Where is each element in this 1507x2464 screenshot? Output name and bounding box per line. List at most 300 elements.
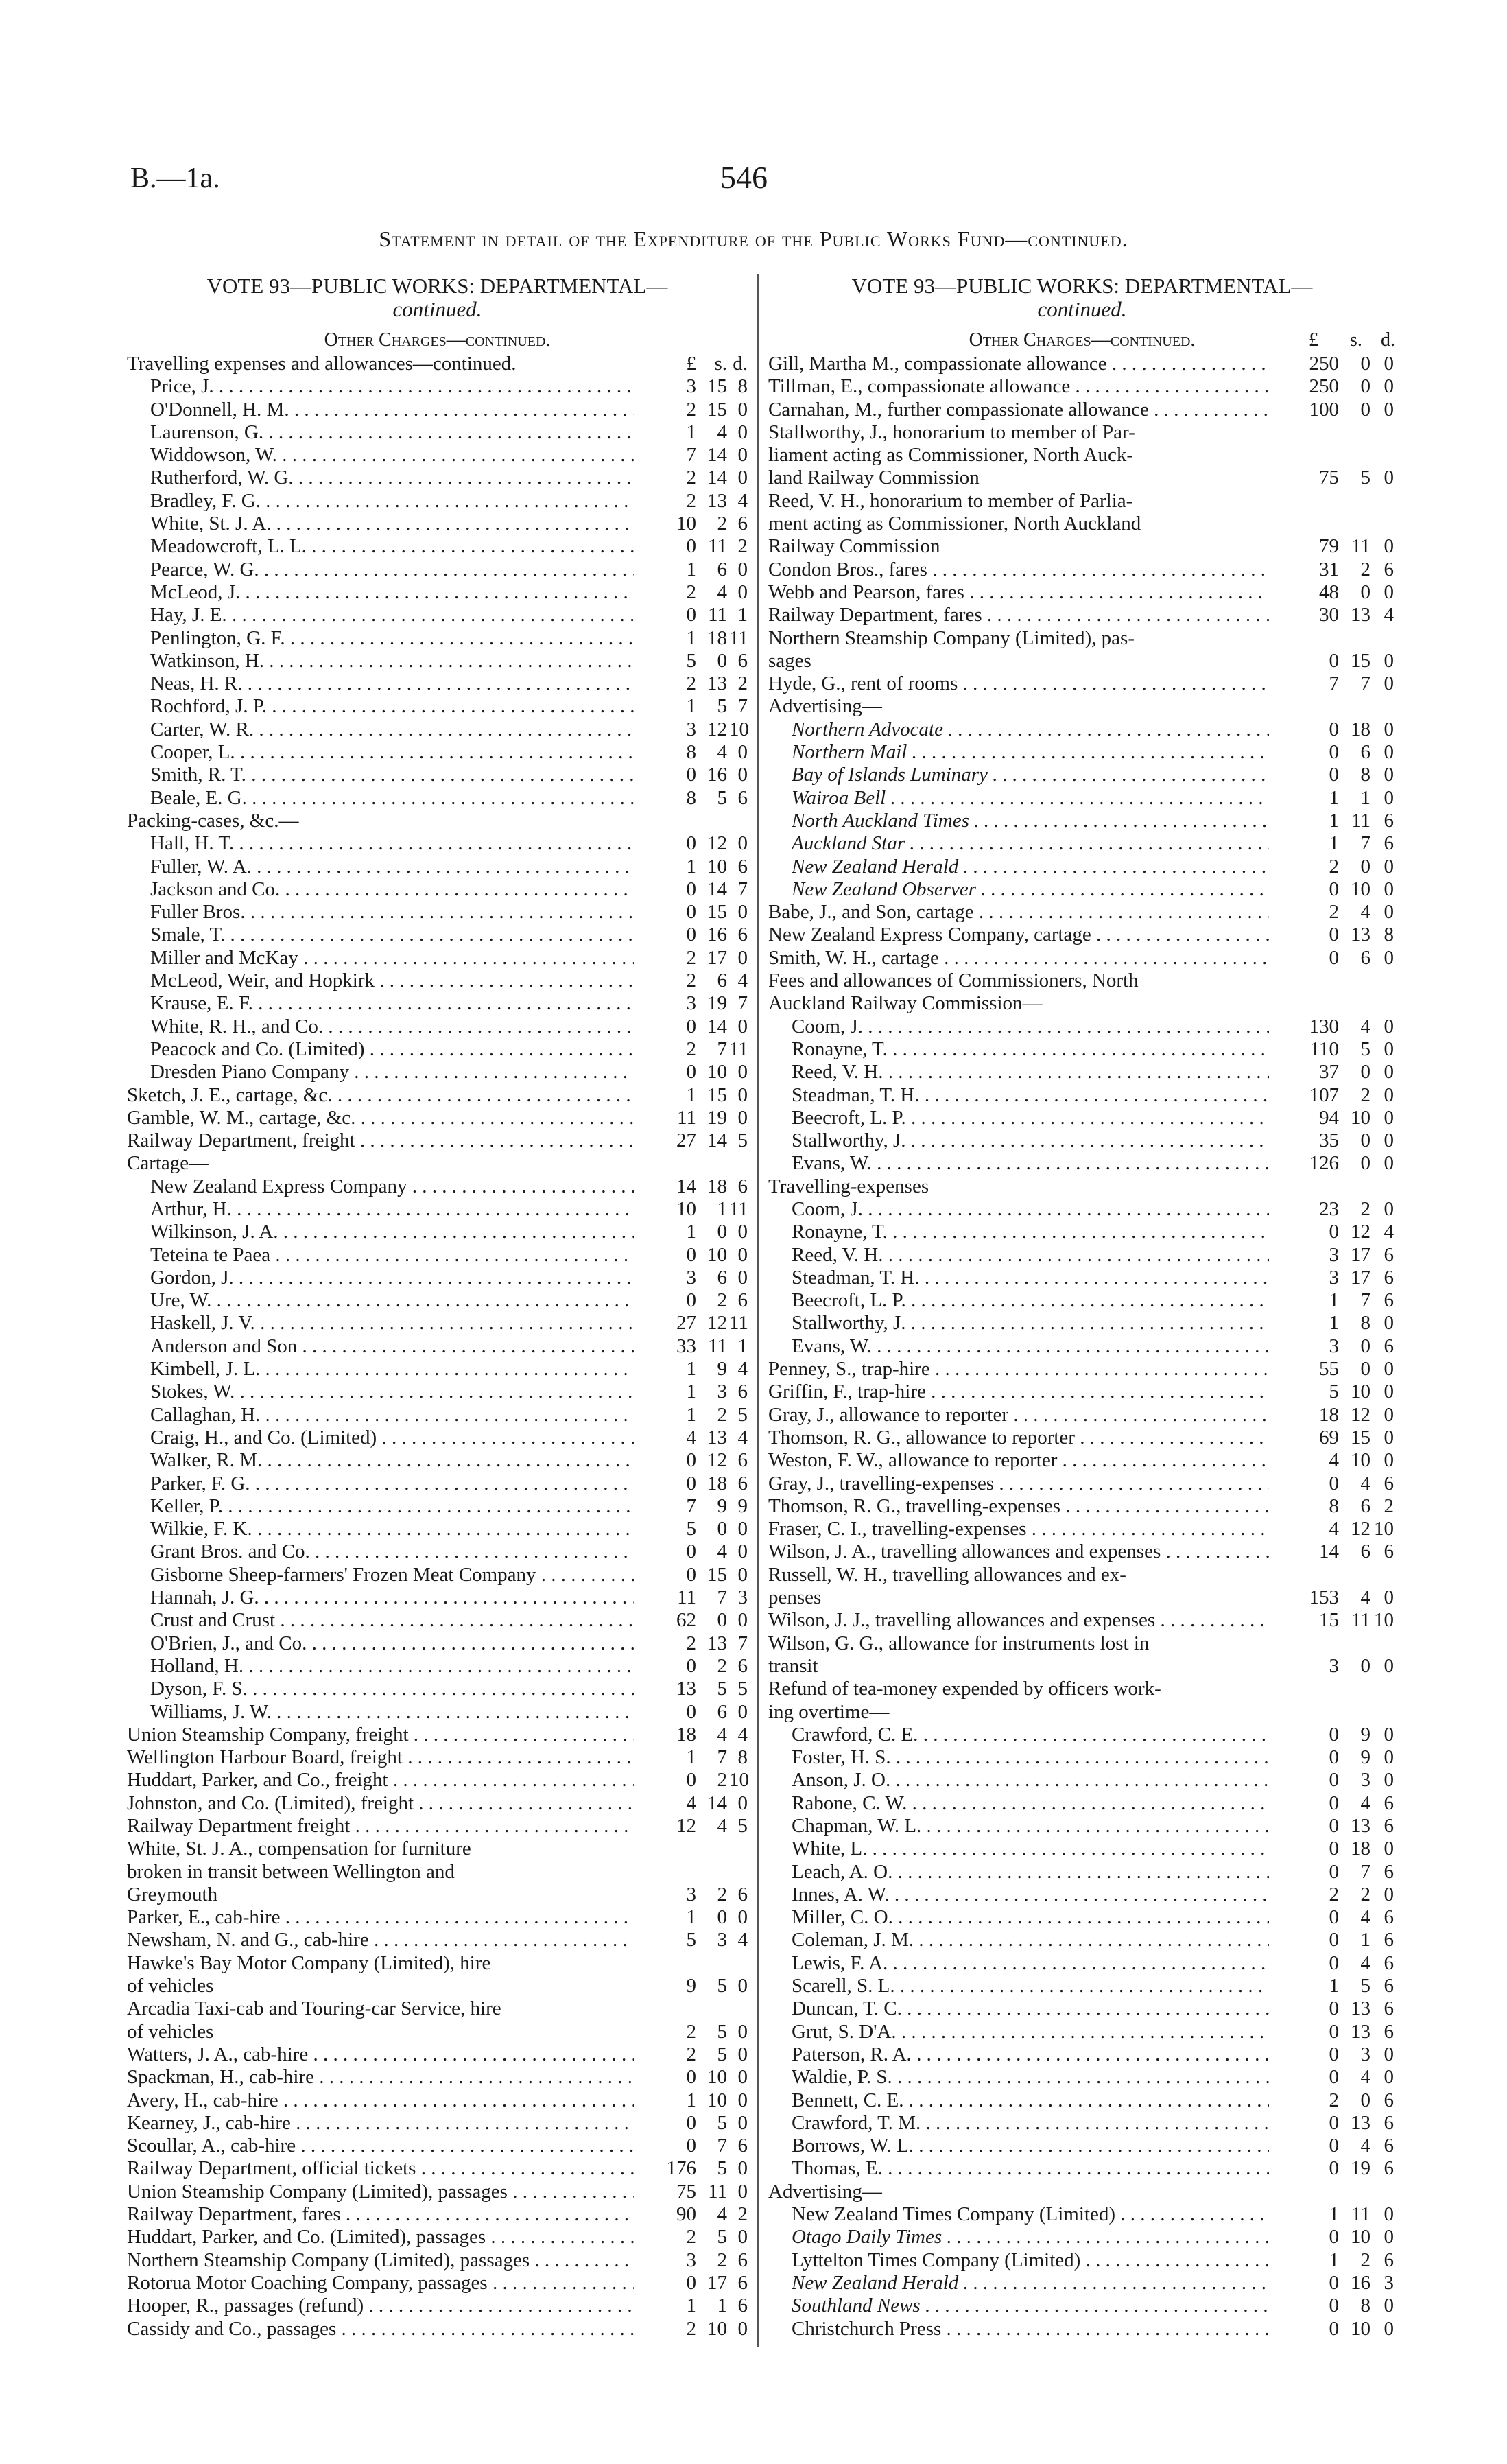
entry-row: [127, 1289, 748, 1312]
amount-pounds: 0: [1329, 1472, 1339, 1494]
entry-row: [127, 1038, 748, 1061]
amount-pence: 4: [737, 1723, 748, 1746]
amount-pounds: 0: [1329, 2020, 1339, 2043]
entry-description: White, R. H., and Co. . .: [150, 1016, 634, 1038]
amount-shillings: 5: [717, 2043, 727, 2065]
amount-pounds: 1: [686, 2089, 696, 2111]
amount-pence: 0: [737, 2226, 748, 2249]
entry-description: Wilson, G. G., allowance for instruments lost in: [768, 1632, 1150, 1654]
amount-pence: 0: [737, 1243, 748, 1266]
amount-pence: 10: [729, 1769, 749, 1792]
amount-pounds: 0: [1329, 878, 1339, 900]
amount-pounds: 0: [686, 1769, 696, 1792]
amount-shillings: 6: [1360, 1494, 1370, 1517]
amount-pence: 6: [1384, 1243, 1394, 1266]
amount-pounds: 62: [676, 1609, 696, 1632]
entry-description: Meadowcroft, L. L. . .: [150, 535, 634, 558]
amount-pence: 5: [737, 1129, 748, 1152]
amount-shillings: 0: [1360, 580, 1370, 603]
amount-shillings: 10: [707, 1061, 727, 1083]
amount-pence: 5: [737, 1815, 748, 1837]
entry-row: [127, 1175, 748, 1198]
amount-shillings: 6: [1360, 946, 1370, 969]
amount-shillings: 5: [717, 2111, 727, 2134]
entry-description: Williams, J. W. . .: [150, 1701, 634, 1724]
amount-pence: 6: [1384, 1929, 1394, 1951]
amount-shillings: 4: [717, 580, 727, 603]
entry-row: [127, 1678, 748, 1700]
amount-pounds: 1: [1329, 2249, 1339, 2271]
amount-shillings: 5: [1360, 1975, 1370, 1997]
amount-shillings: 0: [1360, 1152, 1370, 1175]
entry-description: Packing-cases, &c.—: [127, 809, 299, 832]
amount-pence: 0: [1384, 672, 1394, 695]
amount-pounds: 0: [1329, 2066, 1339, 2089]
amount-shillings: 5: [717, 2157, 727, 2180]
amount-shillings: 10: [707, 1243, 727, 1266]
amount-shillings: 4: [1360, 1792, 1370, 1814]
amount-pounds: 0: [1329, 2317, 1339, 2340]
amount-pounds: 0: [1329, 924, 1339, 946]
entry-row: [768, 1175, 1396, 1198]
amount-pounds: 1: [1329, 809, 1339, 832]
amount-pounds: 0: [686, 1563, 696, 1586]
entry-row: [768, 353, 1396, 375]
amount-pence: 6: [1384, 809, 1394, 832]
amount-shillings: 4: [717, 1815, 727, 1837]
amount-pence: 0: [737, 946, 748, 969]
entry-description: Craig, H., and Co. (Limited) . .: [150, 1427, 634, 1449]
amount-shillings: 2: [717, 2249, 727, 2271]
amount-shillings: 11: [708, 535, 727, 558]
entry-description: Watkinson, H. . .: [150, 650, 634, 672]
entry-description: New Zealand Observer . .: [792, 878, 1269, 901]
amount-pence: 2: [1384, 1494, 1394, 1517]
amount-pounds: 4: [1329, 1449, 1339, 1472]
amount-pence: 0: [1384, 1838, 1394, 1860]
amount-pounds: 2: [1329, 1883, 1339, 1905]
entry-description: Dyson, F. S. . .: [150, 1678, 634, 1700]
entry-description: Grut, S. D'A. . .: [792, 2021, 1269, 2043]
entry-description: Southland News . .: [792, 2295, 1269, 2317]
amount-pounds: 8: [1329, 1494, 1339, 1517]
entry-row: [127, 2249, 748, 2272]
entry-description: Crawford, T. M. . .: [792, 2112, 1269, 2135]
amount-pounds: 110: [1309, 1037, 1339, 1060]
amount-shillings: 4: [1360, 1951, 1370, 1974]
amount-shillings: 9: [1360, 1746, 1370, 1769]
amount-shillings: 16: [707, 764, 727, 786]
amount-pounds: 0: [1329, 2111, 1339, 2134]
amount-pounds: 14: [1319, 1540, 1339, 1563]
amount-pence: 0: [1384, 353, 1394, 375]
entry-row: [768, 399, 1396, 421]
entry-description: Pearce, W. G. . .: [150, 559, 634, 581]
entry-row: [768, 1609, 1396, 1632]
amount-pounds: 0: [1329, 1221, 1339, 1243]
entry-description: Webb and Pearson, fares . .: [768, 581, 1269, 604]
entry-description: Coleman, J. M. . .: [792, 1929, 1269, 1951]
amount-pounds: 0: [686, 764, 696, 786]
vote-continued: continued.: [392, 297, 482, 321]
entry-description: Stallworthy, J., honorarium to member of Par-: [768, 421, 1135, 443]
entry-row: [768, 2135, 1396, 2157]
entry-row: [127, 1724, 748, 1746]
entry-row: [768, 1358, 1396, 1381]
amount-shillings: 15: [707, 901, 727, 924]
unit-pounds: £: [1309, 329, 1318, 351]
entry-row: [768, 1016, 1396, 1038]
amount-pence: 3: [737, 1586, 748, 1609]
amount-shillings: 11: [1351, 809, 1370, 832]
entry-description: Fraser, C. I., travelling-expenses . .: [768, 1518, 1269, 1540]
amount-pence: 4: [737, 970, 748, 992]
amount-pounds: 30: [1319, 604, 1339, 626]
amount-pence: 0: [1384, 2226, 1394, 2249]
entry-description: Union Steamship Company (Limited), passages . .: [127, 2181, 634, 2203]
entry-description: Ure, W. . .: [150, 1289, 634, 1312]
amount-shillings: 14: [707, 1015, 727, 1037]
entry-row: [768, 535, 1396, 558]
entry-row: [768, 513, 1396, 535]
amount-shillings: 4: [1360, 2135, 1370, 2157]
entry-description: Carter, W. R. . .: [150, 718, 634, 741]
amount-pounds: 3: [686, 375, 696, 398]
amount-pounds: 3: [686, 992, 696, 1015]
amount-pounds: 1: [686, 1403, 696, 1426]
amount-pence: 7: [737, 878, 748, 900]
entry-row: [768, 1312, 1396, 1335]
entry-description: Auckland Railway Commission—: [768, 992, 1043, 1015]
amount-pence: 6: [1384, 2157, 1394, 2180]
amount-pounds: 2: [686, 489, 696, 512]
entry-row: [768, 1335, 1396, 1358]
entry-description: Walker, R. M. . .: [150, 1449, 634, 1472]
amount-pounds: 94: [1319, 1106, 1339, 1129]
amount-pence: 11: [729, 1312, 748, 1335]
amount-pence: 0: [737, 1700, 748, 1723]
entry-row: [127, 399, 748, 421]
entry-row: [768, 1129, 1396, 1152]
entry-description: Kearney, J., cab-hire . .: [127, 2112, 634, 2135]
entry-row: [127, 1084, 748, 1107]
entry-row: [768, 878, 1396, 901]
amount-pounds: 2: [686, 946, 696, 969]
entry-description: Paterson, R. A. . .: [792, 2043, 1269, 2066]
amount-shillings: 14: [707, 444, 727, 467]
amount-pounds: 37: [1319, 1061, 1339, 1083]
amount-pounds: 11: [677, 1106, 696, 1129]
amount-pounds: 2: [686, 2317, 696, 2340]
entry-description: Foster, H. S. . .: [792, 1746, 1269, 1769]
amount-pence: 0: [1384, 878, 1394, 900]
amount-shillings: 15: [707, 1563, 727, 1586]
amount-shillings: 1: [1360, 786, 1370, 809]
amount-shillings: 0: [717, 1609, 727, 1632]
entry-row: [768, 1472, 1396, 1495]
expenditure-list: [768, 353, 1396, 2340]
entry-row: [768, 787, 1396, 810]
amount-pounds: 0: [1329, 1929, 1339, 1951]
entry-row: [768, 764, 1396, 786]
entry-row: [127, 2112, 748, 2135]
entry-row: [127, 627, 748, 650]
amount-pounds: 250: [1309, 353, 1339, 375]
amount-shillings: 12: [707, 1312, 727, 1335]
amount-pounds: 0: [1329, 764, 1339, 786]
amount-pence: 0: [1384, 580, 1394, 603]
amount-pence: 1: [737, 604, 748, 626]
entry-description: Steadman, T. H. . .: [792, 1267, 1269, 1289]
entry-row: [127, 924, 748, 946]
entry-description: McLeod, Weir, and Hopkirk . .: [150, 970, 634, 992]
entry-row: [768, 1084, 1396, 1107]
entry-row: [768, 856, 1396, 878]
amount-shillings: 6: [717, 558, 727, 580]
vote-heading: [127, 274, 748, 321]
amount-pence: 6: [1384, 1860, 1394, 1883]
amount-pence: 0: [1384, 2043, 1394, 2065]
entry-row: [127, 1609, 748, 1632]
amount-pence: 6: [1384, 1289, 1394, 1312]
amount-pence: 6: [1384, 1472, 1394, 1494]
entry-description: Crawford, C. E. . .: [792, 1724, 1269, 1746]
amount-shillings: 12: [707, 832, 727, 855]
amount-pounds: 0: [686, 2066, 696, 2089]
amount-shillings: 4: [1360, 2066, 1370, 2089]
entry-row: [127, 490, 748, 513]
amount-pounds: 0: [686, 2111, 696, 2134]
amount-shillings: 5: [717, 1678, 727, 1700]
entry-description: Crust and Crust . .: [150, 1609, 634, 1632]
entry-description: Jackson and Co. . .: [150, 878, 634, 901]
entry-row: [768, 1815, 1396, 1838]
amount-pounds: 35: [1319, 1129, 1339, 1152]
amount-shillings: 14: [707, 467, 727, 489]
amount-pence: 0: [1384, 1586, 1394, 1609]
amount-shillings: 10: [1351, 2226, 1370, 2249]
entry-description: Lyttelton Times Company (Limited) . .: [792, 2249, 1269, 2272]
amount-shillings: 0: [717, 1221, 727, 1243]
amount-pounds: 10: [676, 1197, 696, 1220]
amount-pounds: 1: [686, 421, 696, 443]
entry-description: liament acting as Commissioner, North Auck-: [768, 444, 1134, 467]
amount-pence: 0: [1384, 1449, 1394, 1472]
amount-pence: 10: [729, 718, 749, 740]
amount-pounds: 13: [676, 1678, 696, 1700]
entry-description: Kimbell, J. L. . .: [150, 1358, 634, 1381]
expenditure-list: [127, 353, 748, 2340]
entry-description: Bay of Islands Luminary . .: [792, 764, 1269, 786]
entry-description: Beecroft, L. P. . .: [792, 1289, 1269, 1312]
entry-description: Grant Bros. and Co. . .: [150, 1540, 634, 1563]
entry-row: [768, 901, 1396, 924]
entry-row: [127, 375, 748, 398]
entry-description: Duncan, T. C. . .: [792, 1997, 1269, 2020]
amount-pence: 7: [737, 992, 748, 1015]
amount-pounds: 2: [1329, 2089, 1339, 2111]
amount-pence: 0: [1384, 1426, 1394, 1448]
amount-shillings: 3: [1360, 1769, 1370, 1792]
entry-row: [127, 1221, 748, 1243]
amount-pounds: 14: [676, 1175, 696, 1197]
amount-pounds: 4: [686, 1792, 696, 1814]
entry-row: [768, 970, 1396, 992]
entry-description: Scarell, S. L. . .: [792, 1975, 1269, 1997]
section-heading: [768, 329, 1396, 353]
entry-row: [768, 1701, 1396, 1724]
entry-row: [127, 695, 748, 718]
amount-pence: 0: [737, 1106, 748, 1129]
amount-shillings: 18: [1351, 718, 1370, 740]
amount-pence: 6: [1384, 2089, 1394, 2111]
amount-pounds: 0: [686, 1243, 696, 1266]
entry-row: [768, 2272, 1396, 2295]
amount-shillings: 2: [717, 1289, 727, 1312]
vote-title: VOTE 93—PUBLIC WORKS: DEPARTMENTAL—: [851, 274, 1313, 298]
entry-description: Railway Department, fares . .: [127, 2203, 634, 2226]
entry-description: Cassidy and Co., passages . .: [127, 2318, 634, 2340]
amount-pence: 6: [1384, 2249, 1394, 2271]
amount-shillings: 18: [707, 626, 727, 649]
entry-description: McLeod, J. . .: [150, 581, 634, 604]
entry-description: Widdowson, W. . .: [150, 444, 634, 467]
entry-row: [127, 1358, 748, 1381]
entry-description: New Zealand Times Company (Limited) . .: [792, 2203, 1269, 2226]
amount-pounds: 1: [686, 1906, 696, 1929]
entry-description: sages: [768, 649, 811, 672]
entry-row: [768, 695, 1396, 718]
entry-row: [127, 1427, 748, 1449]
entry-description: Avery, H., cab-hire . .: [127, 2089, 634, 2112]
amount-pounds: 0: [1329, 2157, 1339, 2180]
entry-row: [768, 1997, 1396, 2020]
entry-row: [768, 1906, 1396, 1929]
amount-shillings: 17: [707, 946, 727, 969]
unit-shillings: s.: [714, 353, 727, 375]
amount-pounds: 0: [1329, 2043, 1339, 2065]
entry-row: [768, 1198, 1396, 1221]
amount-pence: 0: [1384, 741, 1394, 764]
entry-row: [768, 1929, 1396, 1951]
amount-pence: 6: [737, 786, 748, 809]
amount-shillings: 4: [1360, 901, 1370, 924]
amount-shillings: 4: [1360, 1906, 1370, 1929]
entry-row: [768, 741, 1396, 764]
entry-row: [127, 421, 748, 444]
amount-shillings: 7: [717, 1586, 727, 1609]
entry-description: Hay, J. E. . .: [150, 604, 634, 626]
amount-pence: 0: [1384, 1312, 1394, 1335]
entry-row: [768, 1107, 1396, 1129]
amount-pence: 0: [1384, 1037, 1394, 1060]
entry-description: Railway Commission: [768, 535, 940, 558]
entry-description: Reed, V. H., honorarium to member of Parlia-: [768, 489, 1133, 512]
entry-description: Coom, J. . .: [792, 1016, 1269, 1038]
entry-description: Parker, F. G. . .: [150, 1472, 634, 1495]
amount-pounds: 126: [1309, 1152, 1339, 1175]
amount-shillings: 18: [1351, 1838, 1370, 1860]
amount-pounds: 0: [686, 1449, 696, 1472]
amount-pence: 0: [737, 741, 748, 764]
amount-pence: 0: [1384, 1197, 1394, 1220]
amount-pence: 11: [729, 1037, 748, 1060]
amount-pence: 6: [1384, 1951, 1394, 1974]
amount-pounds: 1: [1329, 786, 1339, 809]
entry-row: [768, 718, 1396, 741]
amount-pence: 0: [737, 467, 748, 489]
entry-description: Railway Department freight . .: [127, 1815, 634, 1838]
entry-description: ment acting as Commissioner, North Auckland: [768, 513, 1141, 535]
entry-description: Fuller, W. A. . .: [150, 856, 634, 878]
vote-continued: continued.: [1037, 297, 1127, 321]
amount-pounds: 0: [1329, 1746, 1339, 1769]
amount-pounds: 1: [686, 1746, 696, 1769]
amount-pence: 0: [1384, 2066, 1394, 2089]
amount-pounds: 1: [686, 1381, 696, 1403]
entry-description: Griffin, F., trap-hire . .: [768, 1381, 1269, 1403]
entry-description: Price, J. . .: [150, 375, 634, 398]
entry-description: Smith, R. T. . .: [150, 764, 634, 786]
amount-pence: 4: [737, 1929, 748, 1951]
entry-description: Greymouth: [127, 1883, 218, 1905]
entry-description: Condon Bros., fares . .: [768, 559, 1269, 581]
entry-row: [768, 1404, 1396, 1427]
amount-pounds: 0: [686, 924, 696, 946]
amount-pence: 4: [737, 1426, 748, 1448]
entry-description: Gamble, W. M., cartage, &c. . .: [127, 1107, 634, 1129]
entry-description: Beale, E. G. . .: [150, 787, 634, 810]
entry-row: [768, 672, 1396, 695]
amount-pounds: 2: [686, 1037, 696, 1060]
amount-pounds: 8: [686, 741, 696, 764]
amount-pence: 11: [729, 626, 748, 649]
entry-description: Wilson, J. A., travelling allowances and expenses . .: [768, 1540, 1269, 1563]
entry-description: Parker, E., cab-hire . .: [127, 1906, 634, 1929]
amount-pence: 6: [1384, 1975, 1394, 1997]
amount-shillings: 5: [1360, 1037, 1370, 1060]
amount-pounds: 0: [1329, 1997, 1339, 2020]
amount-pounds: 0: [1329, 2135, 1339, 2157]
entry-description: Refund of tea-money expended by officers work-: [768, 1678, 1161, 1700]
amount-pounds: 18: [676, 1723, 696, 1746]
amount-pounds: 1: [686, 1083, 696, 1106]
amount-pounds: 0: [1329, 1951, 1339, 1974]
entry-description: Wellington Harbour Board, freight . .: [127, 1746, 634, 1769]
amount-pounds: 2: [686, 580, 696, 603]
entry-row: [768, 604, 1396, 626]
amount-pounds: 7: [1329, 672, 1339, 695]
amount-shillings: 17: [1351, 1266, 1370, 1289]
entry-description: Johnston, and Co. (Limited), freight . .: [127, 1792, 634, 1815]
amount-shillings: 17: [707, 2271, 727, 2294]
amount-pounds: 176: [666, 2157, 696, 2180]
entry-row: [768, 924, 1396, 946]
amount-pounds: 7: [686, 1494, 696, 1517]
left-column: [127, 274, 748, 2340]
entry-row: [127, 1952, 748, 1975]
amount-pence: 0: [1384, 718, 1394, 740]
entry-description: Hall, H. T. . .: [150, 832, 634, 855]
entry-description: Wilkinson, J. A. . .: [150, 1221, 634, 1243]
entry-description: Thomson, R. G., allowance to reporter . .: [768, 1427, 1269, 1449]
amount-shillings: 2: [1360, 1083, 1370, 1106]
entry-description: Gray, J., travelling-expenses . .: [768, 1472, 1269, 1495]
amount-pounds: 4: [1329, 1518, 1339, 1540]
amount-pence: 0: [1384, 2203, 1394, 2226]
entry-row: [768, 2157, 1396, 2180]
amount-shillings: 13: [707, 489, 727, 512]
